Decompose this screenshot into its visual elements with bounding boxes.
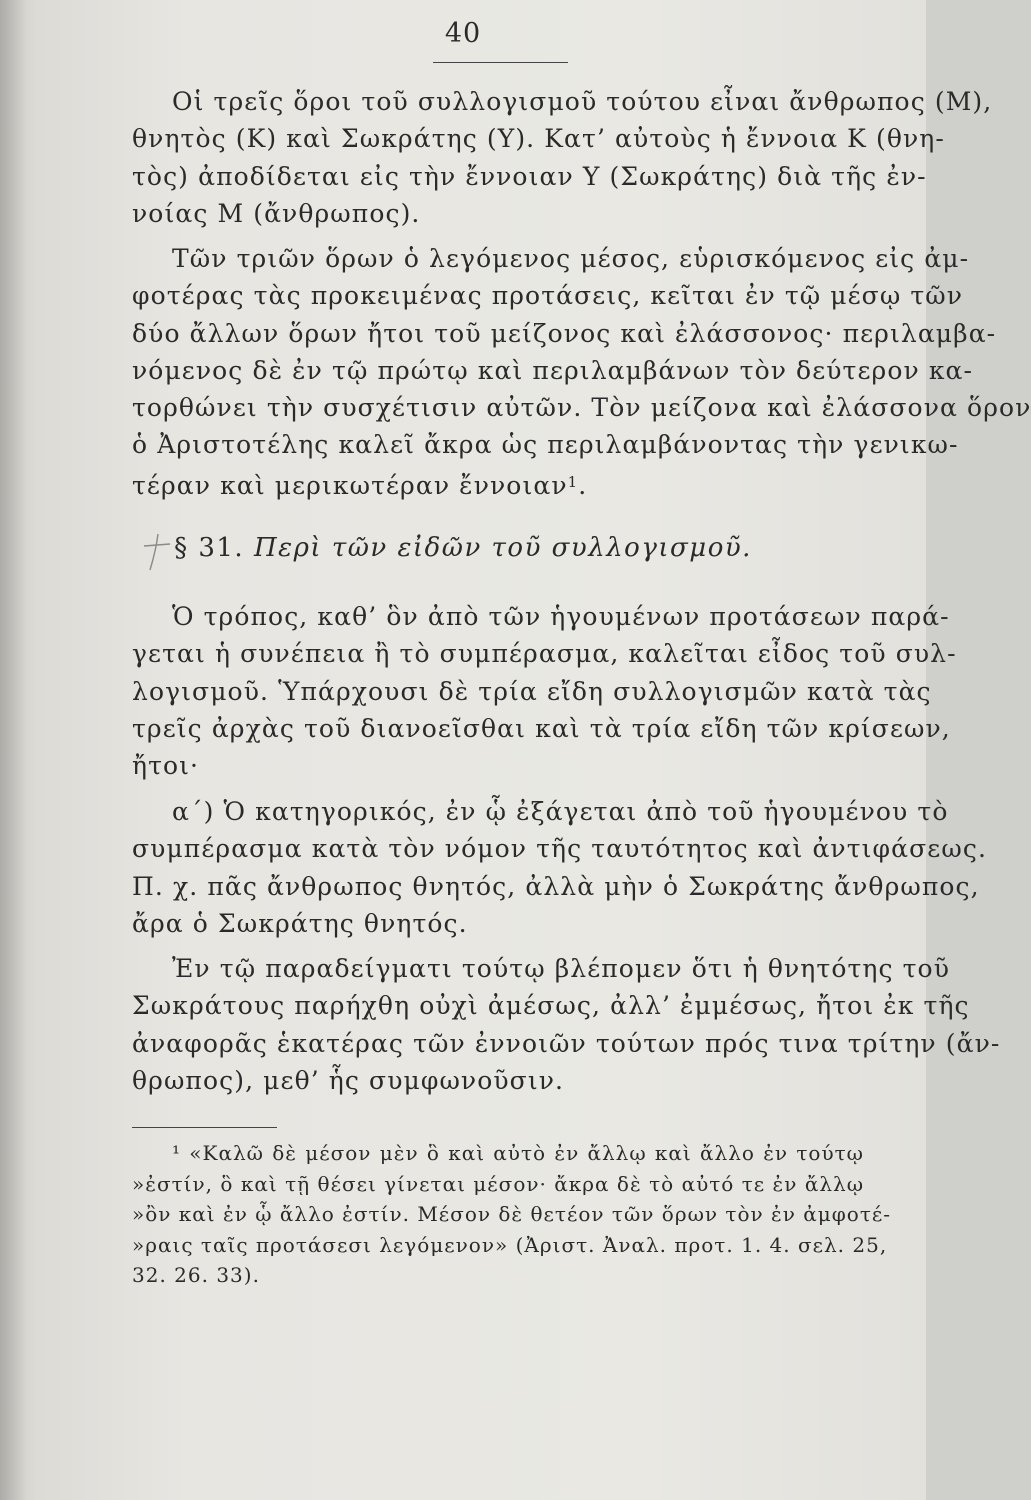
paragraph-line: νόμενος δὲ ἐν τῷ πρώτῳ καὶ περιλαμβάνων τὸν δεύτερον κα-	[132, 355, 974, 385]
section-heading	[0, 533, 926, 563]
page-number: 40	[444, 18, 482, 49]
paragraph-line: Σωκράτους παρήχθη οὐχὶ ἀμέσως, ἀλλ’ ἐμμέσως, ἤτοι ἐκ τῆς	[132, 991, 970, 1021]
footnote-line: 32. 26. 33).	[132, 1263, 260, 1287]
paragraph-2	[132, 240, 1031, 501]
footnote-line: »ραις ταῖς προτάσεσι λεγόμενον» (Ἀριστ. Ἀναλ. προτ. 1. 4. σελ. 25,	[132, 1232, 888, 1257]
paragraph-line: α΄) Ὁ κατηγορικός, ἐν ᾧ ἐξάγεται ἀπὸ τοῦ ἡγουμένου τὸ	[172, 797, 949, 826]
paragraph-line: δύο ἄλλων ὅρων ἤτοι τοῦ μείζονος καὶ ἐλάσσονος· περιλαμβα-	[132, 318, 997, 348]
paragraph-line: ἄρα ὁ Σωκράτης θνητός.	[132, 908, 468, 938]
footnote-rule	[132, 1127, 277, 1128]
paragraph-line: ὁ Ἀριστοτέλης καλεῖ ἄκρα ὡς περιλαμβάνοντας τὴν γενικω-	[132, 430, 959, 460]
paragraph-line: τέραν καὶ μερικωτέραν ἔννοιαν$^1$.	[132, 470, 588, 500]
footnote-line: »ἐστίν, ὃ καὶ τῇ θέσει γίνεται μέσον· ἄκρα δὲ τὸ αὐτό τε ἐν ἄλλῳ	[132, 1171, 864, 1196]
page-edge-shadow	[0, 0, 26, 1500]
footnote-line: ¹ «Καλῶ δὲ μέσον μὲν ὃ καὶ αὐτὸ ἐν ἄλλῳ καὶ ἄλλο ἐν τούτῳ	[172, 1141, 864, 1165]
paragraph-line: τὸς) ἀποδίδεται εἰς τὴν ἔννοιαν Υ (Σωκράτης) διὰ τῆς ἐν-	[132, 161, 927, 191]
paragraph-line: θρωπος), μεθ’ ἧς συμφωνοῦσιν.	[132, 1065, 565, 1095]
paragraph-line: γεται ἡ συνέπεια ἢ τὸ συμπέρασμα, καλεῖται εἶδος τοῦ συλ-	[132, 639, 957, 669]
paragraph-line-text: τέραν καὶ μερικωτέραν ἔννοιαν	[132, 470, 568, 500]
paragraph-line: θνητὸς (Κ) καὶ Σωκράτης (Υ). Κατ’ αὐτοὺς ἡ ἔννοια Κ (θνη-	[132, 124, 945, 154]
paragraph-line: Π. χ. πᾶς ἄνθρωπος θνητός, ἀλλὰ μὴν ὁ Σωκράτης ἄνθρωπος,	[132, 871, 980, 901]
footnote-marker: 1	[567, 472, 579, 491]
footnote-line: »ὂν καὶ ἐν ᾧ ἄλλο ἐστίν. Μέσον δὲ θετέον τῶν ὅρων τὸν ἐν ἀμφοτέ-	[132, 1202, 892, 1226]
paragraph-line: Οἱ τρεῖς ὅροι τοῦ συλλογισμοῦ τούτου εἶναι ἄνθρωπος (Μ),	[172, 87, 993, 116]
paragraph-1	[132, 83, 993, 232]
paragraph-5	[132, 950, 1001, 1099]
paragraph-line: Ὁ τρόπος, καθ’ ὃν ἀπὸ τῶν ἡγουμένων προτάσεων παρά-	[172, 602, 950, 631]
section-title: Περὶ τῶν εἰδῶν τοῦ συλλογισμοῦ.	[253, 533, 752, 563]
paragraph-line: φοτέρας τὰς προκειμένας προτάσεις, κεῖται ἐν τῷ μέσῳ τῶν	[132, 281, 964, 311]
paragraph-line: λογισμοῦ. Ὑπάρχουσι δὲ τρία εἴδη συλλογισμῶν κατὰ τὰς	[132, 676, 932, 706]
paragraph-line: τορθώνει τὴν συσχέτισιν αὐτῶν. Τὸν μείζονα καὶ ἐλάσσονα ὅρον	[132, 393, 1031, 423]
paragraph-line: ἤτοι·	[132, 751, 200, 781]
footnote	[132, 1138, 892, 1291]
paragraph-line: συμπέρασμα κατὰ τὸν νόμον τῆς ταυτότητος καὶ ἀντιφάσεως.	[132, 834, 987, 864]
header-rule	[433, 62, 568, 63]
paragraph-line: ἀναφορᾶς ἑκατέρας τῶν ἐννοιῶν τούτων πρός τινα τρίτην (ἄν-	[132, 1028, 1001, 1058]
paragraph-4	[132, 793, 987, 942]
paragraph-3	[132, 598, 957, 784]
section-number: § 31.	[174, 533, 245, 563]
paragraph-line: τρεῖς ἀρχὰς τοῦ διανοεῖσθαι καὶ τὰ τρία εἴδη τῶν κρίσεων,	[132, 713, 951, 743]
paragraph-line: Ἐν τῷ παραδείγματι τούτῳ βλέπομεν ὅτι ἡ θνητότης τοῦ	[172, 954, 951, 983]
paragraph-line: νοίας Μ (ἄνθρωπος).	[132, 198, 421, 228]
paragraph-line: Τῶν τριῶν ὅρων ὁ λεγόμενος μέσος, εὑρισκόμενος εἰς ἀμ-	[172, 244, 970, 273]
